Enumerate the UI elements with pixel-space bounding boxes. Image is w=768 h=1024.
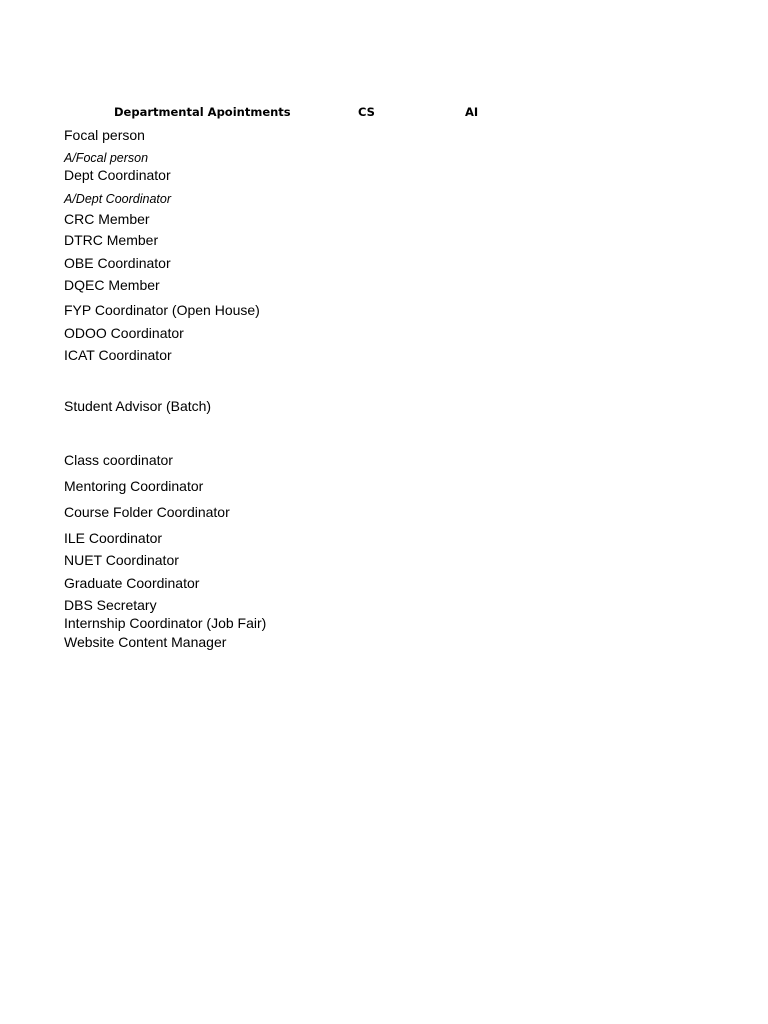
appointment-row: A/Dept Coordinator xyxy=(64,192,172,206)
appointment-row: Focal person xyxy=(64,127,145,143)
ai-column-header: AI xyxy=(465,105,479,119)
appointment-row: Dept Coordinator xyxy=(64,167,171,183)
appointment-row: FYP Coordinator (Open House) xyxy=(64,302,260,318)
appointment-row: Graduate Coordinator xyxy=(64,575,200,591)
appointment-row: NUET Coordinator xyxy=(64,552,179,568)
appointment-row: ILE Coordinator xyxy=(64,530,163,546)
appointment-row: ICAT Coordinator xyxy=(64,347,172,363)
appointment-row: A/Focal person xyxy=(64,151,149,165)
appointments-header: Departmental Apointments xyxy=(114,105,291,119)
appointment-row: ODOO Coordinator xyxy=(64,325,184,341)
appointment-row: Website Content Manager xyxy=(64,634,227,650)
appointment-row: Class coordinator xyxy=(64,452,173,468)
cs-column-header: CS xyxy=(358,105,375,119)
appointment-row: CRC Member xyxy=(64,211,150,227)
appointment-row: Course Folder Coordinator xyxy=(64,504,230,520)
appointment-row: DTRC Member xyxy=(64,232,159,248)
appointment-row: OBE Coordinator xyxy=(64,255,171,271)
appointment-row: DQEC Member xyxy=(64,277,160,293)
appointment-row: Student Advisor (Batch) xyxy=(64,398,212,414)
appointment-row: Internship Coordinator (Job Fair) xyxy=(64,615,267,631)
appointment-row: Mentoring Coordinator xyxy=(64,478,204,494)
appointment-row: DBS Secretary xyxy=(64,597,157,613)
